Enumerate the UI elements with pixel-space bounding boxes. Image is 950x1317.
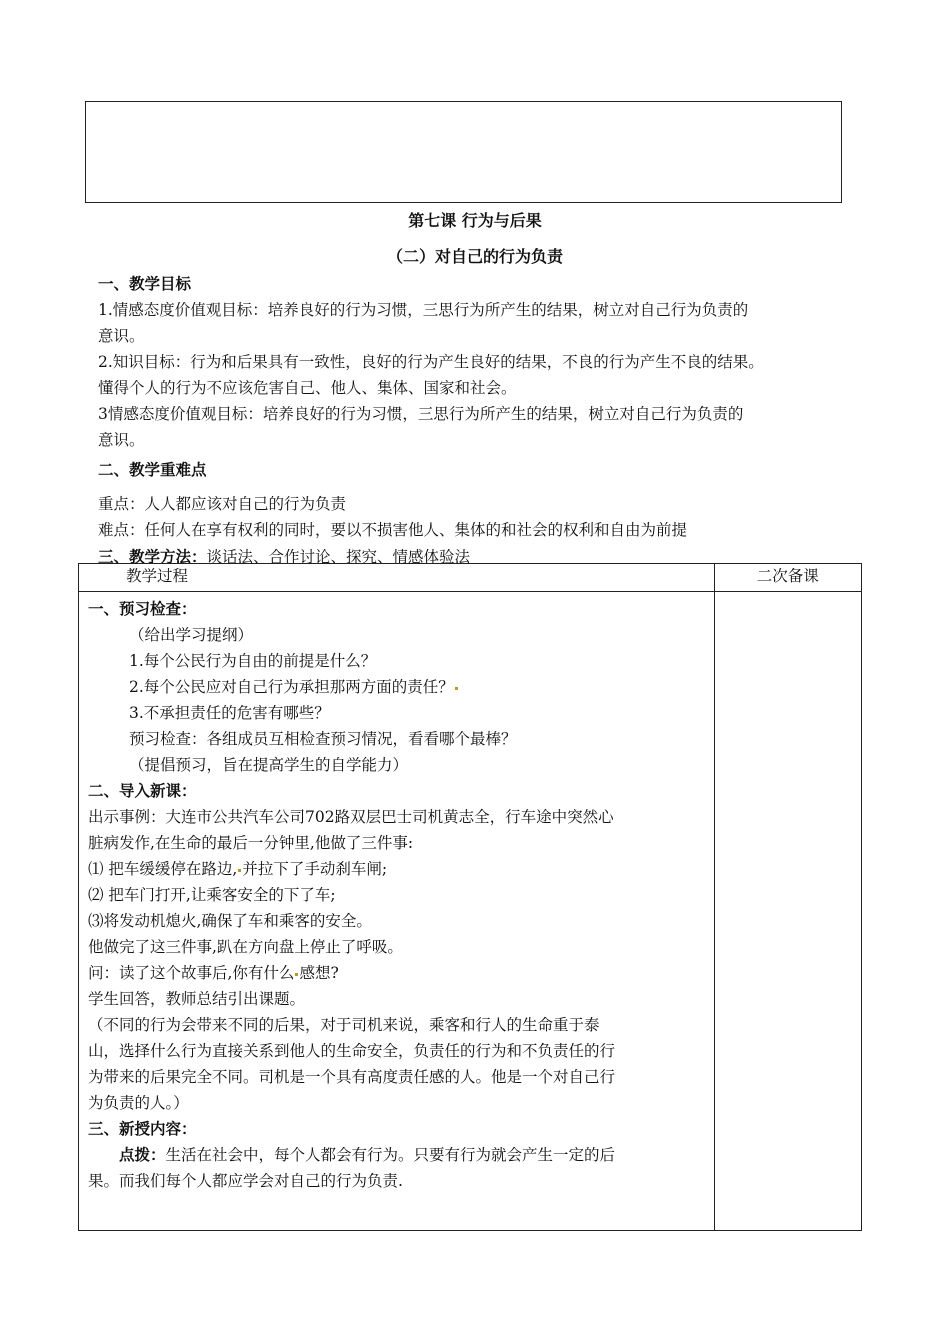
intro-heading: 二、导入新课： <box>88 782 197 800</box>
objective-line: 1.情感态度价值观目标：培养良好的行为习惯，三思行为所产生的结果，树立对自己行为负责的 <box>98 301 749 319</box>
methods-text: 谈话法、合作讨论、探究、情感体验法 <box>206 548 471 566</box>
objective-line: 意识。 <box>98 327 145 345</box>
intro-line: 他做完了这三件事,趴在方向盘上停止了呼吸。 <box>88 938 403 956</box>
intro-line: 出示事例：大连市公共汽车公司702路双层巴士司机黄志全，行车途中突然心 <box>88 808 614 826</box>
preview-line: 2.每个公民应对自己行为承担那两方面的责任？ <box>129 675 459 697</box>
intro-line: ⑵ 把车门打开,让乘客安全的下了车; <box>88 886 336 904</box>
preview-line: （给出学习提纲） <box>129 626 254 644</box>
objective-line: 3情感态度价值观目标：培养良好的行为习惯，三思行为所产生的结果，树立对自己行为负责的 <box>98 405 744 423</box>
new-content-heading: 三、新授内容： <box>88 1120 197 1138</box>
intro-line: 为负责的人。） <box>88 1094 189 1112</box>
objective-line: 意识。 <box>98 431 145 449</box>
section-heading-key-points: 二、教学重难点 <box>98 461 207 479</box>
hint-label: 点拨： <box>119 1146 166 1164</box>
notes-header-cell <box>714 564 861 592</box>
process-header-cell <box>79 564 715 592</box>
marker-dot <box>238 869 241 872</box>
notes-content-cell <box>714 592 861 1231</box>
objective-line: 懂得个人的行为不应该危害自己、他人、集体、国家和社会。 <box>98 379 517 397</box>
intro-line: 山，选择什么行为直接关系到他人的生命安全，负责任的行为和不负责任的行 <box>88 1042 616 1060</box>
process-content-cell <box>79 592 715 1231</box>
preview-line: 3.不承担责任的危害有哪些？ <box>129 704 330 722</box>
section-heading-methods: 三、教学方法： <box>98 548 207 566</box>
intro-line: 问：读了这个故事后,你有什么 感想? <box>88 964 339 982</box>
preview-line: （提倡预习，旨在提高学生的自学能力） <box>129 756 409 774</box>
intro-line: ⑶将发动机熄火,确保了车和乘客的安全。 <box>88 912 372 930</box>
lesson-subtitle: （二）对自己的行为负责 <box>386 247 563 266</box>
intro-line: 为带来的后果完全不同。司机是一个具有高度责任感的人。他是一个对自己行 <box>88 1068 616 1086</box>
notes-header: 二次备课 <box>756 567 819 585</box>
intro-line: 脏病发作,在生命的最后一分钟里,他做了三件事: <box>88 834 414 852</box>
empty-header-box <box>85 101 842 203</box>
preview-line: 预习检查：各组成员互相检查预习情况，看看哪个最棒？ <box>129 730 517 748</box>
intro-line: 学生回答，教师总结引出课题。 <box>88 990 306 1008</box>
key-point-line: 重点：人人都应该对自己的行为负责 <box>98 495 347 513</box>
process-header: 教学过程 <box>126 567 189 585</box>
lesson-plan-table <box>78 563 862 1231</box>
preview-line: 1.每个公民行为自由的前提是什么？ <box>129 652 377 670</box>
marker-dot <box>295 973 298 976</box>
objective-line: 2.知识目标：行为和后果具有一致性，良好的行为产生良好的结果，不良的行为产生不良的结果。 <box>98 353 764 371</box>
lesson-title: 第七课 行为与后果 <box>408 211 542 230</box>
difficulty-line: 难点：任何人在享有权利的同时，要以不损害他人、集体的和社会的权利和自由为前提 <box>98 521 688 539</box>
new-content-line: 果。而我们每个人都应学会对自己的行为负责. <box>88 1172 403 1190</box>
preview-heading: 一、预习检查： <box>88 600 197 618</box>
section-heading-objectives: 一、教学目标 <box>98 275 192 293</box>
intro-line: ⑴ 把车缓缓停在路边, 并拉下了手动刹车闸; <box>88 860 388 878</box>
marker-dot <box>455 687 458 690</box>
new-content-line: 点拨：生活在社会中，每个人都会有行为。只要有行为就会产生一定的后 <box>119 1146 616 1164</box>
intro-line: （不同的行为会带来不同的后果，对于司机来说，乘客和行人的生命重于泰 <box>88 1016 600 1034</box>
